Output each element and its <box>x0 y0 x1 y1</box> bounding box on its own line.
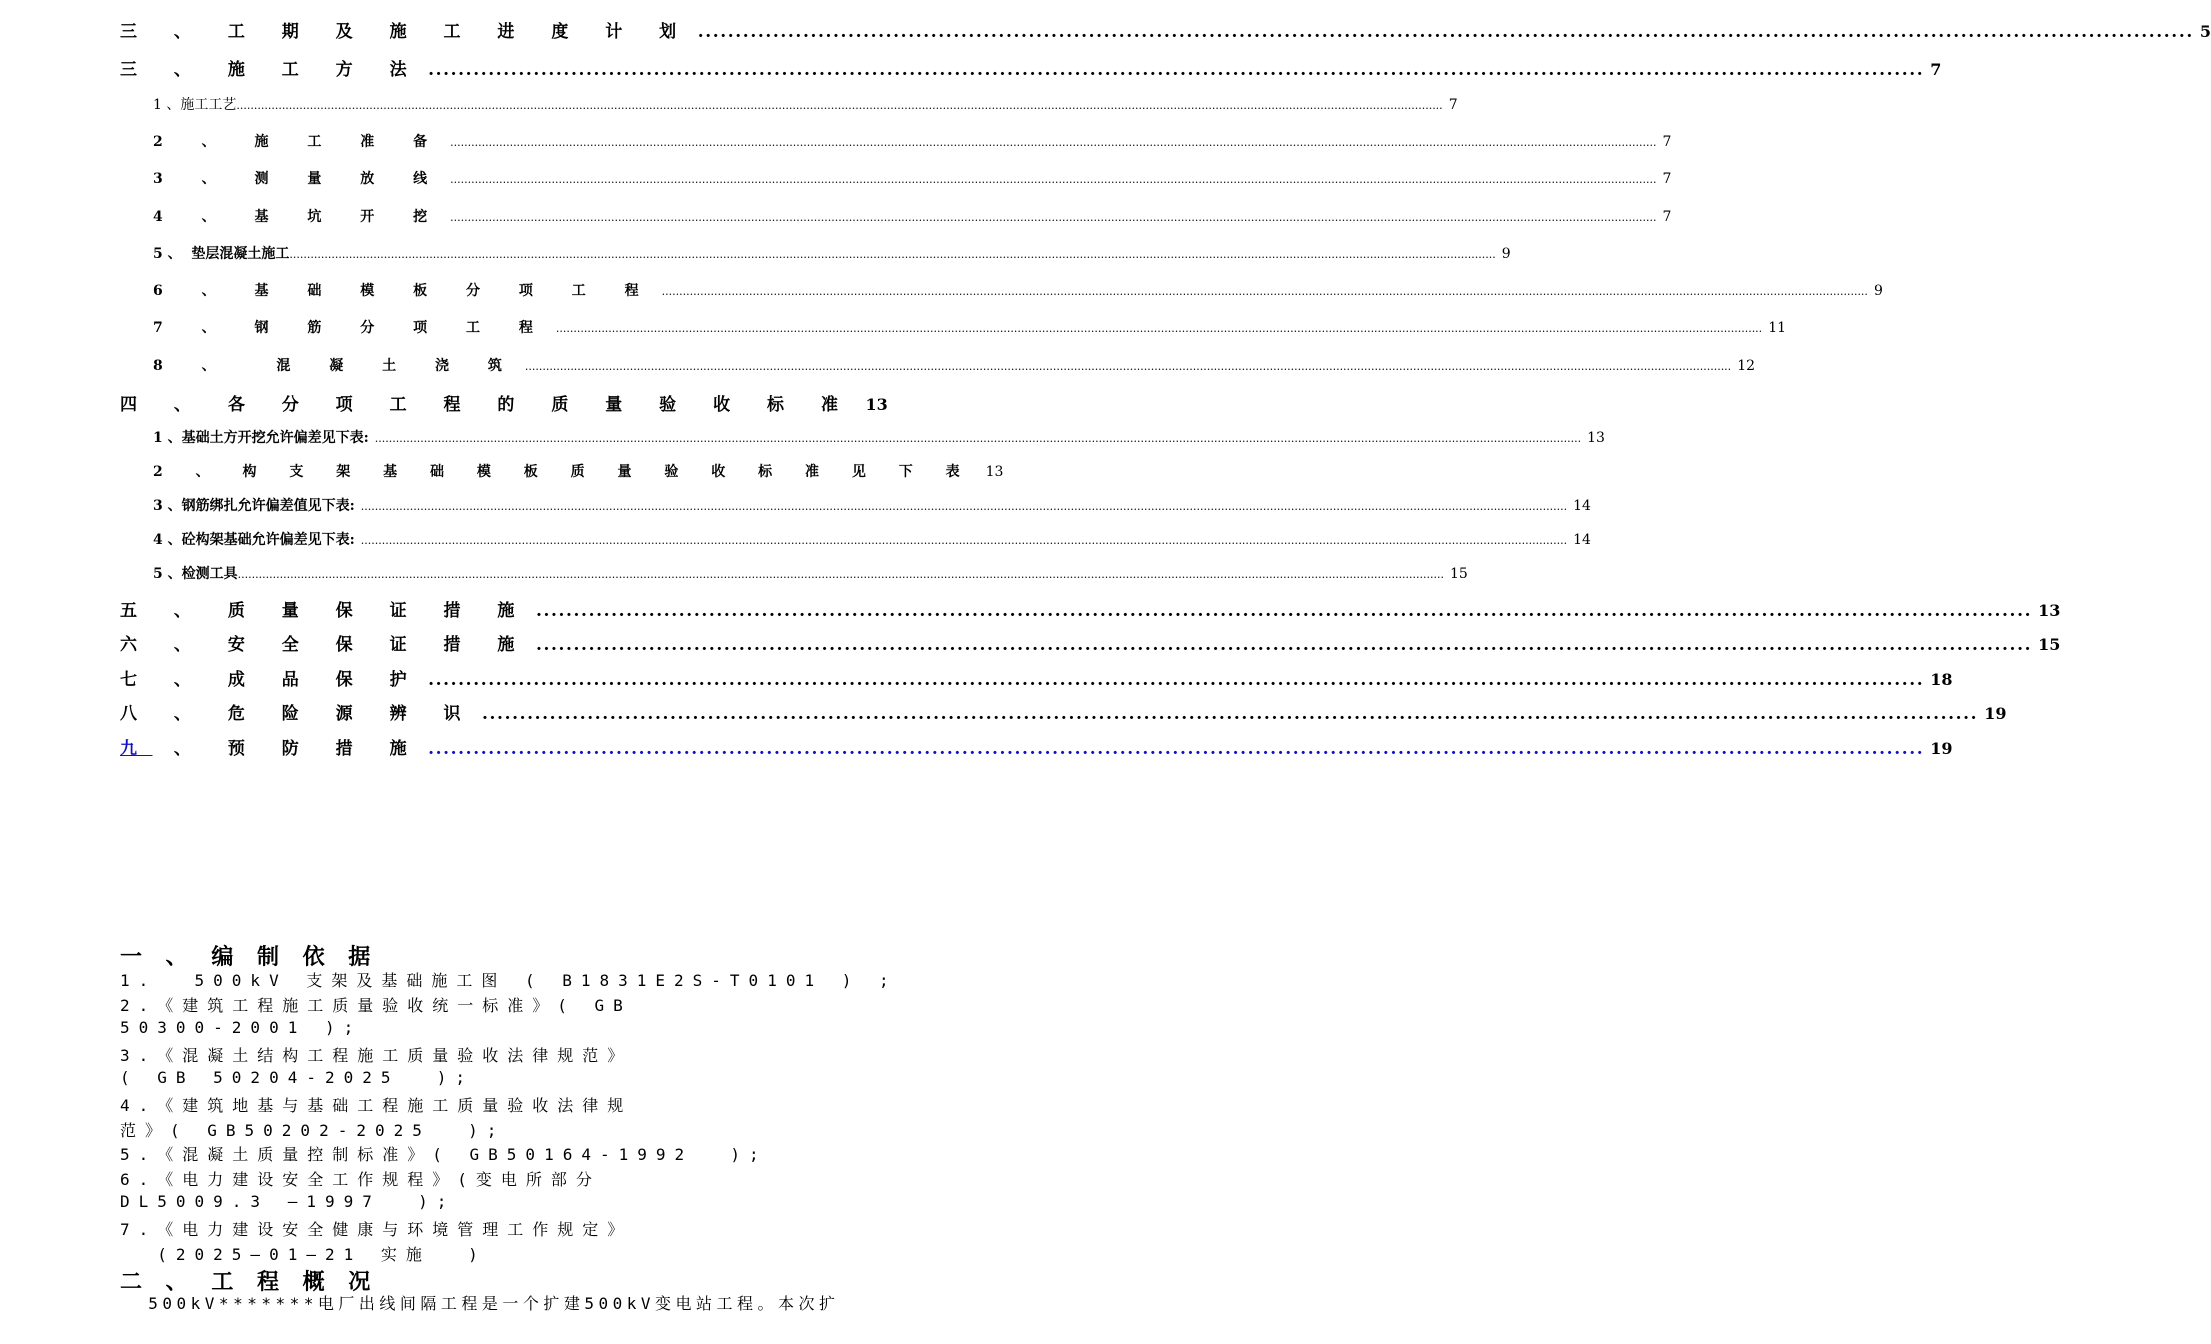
toc-leader-dots <box>428 670 1924 690</box>
reference-line: (2025—01—21 实施 ) <box>120 1245 487 1264</box>
toc-row-15[interactable] <box>153 529 1591 549</box>
toc-leader-dots <box>536 635 2032 655</box>
toc-page-number: 7 <box>1662 209 1672 225</box>
toc-page-number: 14 <box>1573 532 1591 548</box>
toc-entry-title: 3 、钢筋绑扎允许偏差值见下表: <box>153 498 355 514</box>
toc-entry-title: 7 、 钢 筋 分 项 工 程 <box>153 320 550 336</box>
toc-row-4[interactable] <box>153 131 1672 151</box>
reference-line: 3.《混凝土结构工程施工质量验收法律规范》 <box>120 1046 633 1065</box>
toc-page-number: 7 <box>1448 97 1458 113</box>
toc-link-number[interactable]: 九 <box>120 739 153 759</box>
toc-row-7[interactable] <box>153 243 1511 263</box>
toc-entry-title: 3 、 测 量 放 线 <box>153 171 445 187</box>
toc-row-19[interactable] <box>120 665 1953 690</box>
toc-row-20[interactable] <box>120 699 2007 724</box>
toc-leader-dots <box>450 171 1656 187</box>
reference-line: 范》( GB50202-2025 ); <box>120 1121 506 1140</box>
toc-row-21-link[interactable] <box>120 734 1953 759</box>
toc-leader-dots <box>238 566 1444 582</box>
toc-row-5[interactable] <box>153 168 1672 188</box>
toc-leader-dots <box>662 283 1868 299</box>
toc-leader-dots <box>428 60 1924 80</box>
toc-leader-dots <box>375 430 1581 446</box>
toc-leader-dots <box>450 209 1656 225</box>
toc-entry-title: 6 、 基 础 模 板 分 项 工 程 <box>153 283 656 299</box>
toc-page-number: 7 <box>1662 171 1672 187</box>
toc-entry-title: 5 、 垫层混凝土施工 <box>153 246 290 262</box>
section-heading: 二 、 工 程 概 况 <box>120 1269 379 1295</box>
toc-entry-title: 、 预 防 措 施 <box>152 739 423 759</box>
toc-page-number: 19 <box>1984 704 2007 723</box>
toc-row-14[interactable] <box>153 495 1591 515</box>
toc-row-17[interactable] <box>120 596 2061 621</box>
toc-entry-title: 2 、 构 支 架 基 础 模 板 质 量 验 收 标 准 见 下 表 <box>153 464 974 480</box>
toc-entry-title: 五 、 质 量 保 证 措 施 <box>120 601 530 621</box>
toc-row-2[interactable] <box>120 55 1942 80</box>
overview-paragraph-line: 500kV*******电厂出线间隔工程是一个扩建500kV变电站工程。本次扩 <box>120 1294 840 1313</box>
toc-leader-dots <box>361 532 1567 548</box>
toc-page-number: 7 <box>1930 60 1942 79</box>
toc-page-number: 9 <box>1501 246 1511 262</box>
toc-page-number: 9 <box>1873 283 1883 299</box>
toc-entry-title: 4 、砼构架基础允许偏差见下表: <box>153 532 355 548</box>
toc-row-3[interactable] <box>153 94 1458 114</box>
reference-line: 50300-2001 ); <box>120 1018 363 1037</box>
toc-leader-dots[interactable] <box>428 739 1924 759</box>
toc-page-number: 19 <box>1930 739 1953 758</box>
reference-line: 6.《电力建设安全工作规程》(变电所部分 <box>120 1170 601 1189</box>
toc-row-13[interactable] <box>153 461 1004 481</box>
toc-row-16[interactable] <box>153 563 1468 583</box>
reference-line: 1. 500kV 支架及基础施工图 ( B1831E2S-T0101 ) ; <box>120 971 898 990</box>
toc-page-number: 13 <box>1587 430 1605 446</box>
toc-row-6[interactable] <box>153 206 1672 226</box>
toc-page-number: 18 <box>1930 670 1953 689</box>
toc-leader-dots <box>236 97 1442 113</box>
toc-leader-dots <box>536 601 2032 621</box>
toc-row-10[interactable] <box>153 355 1756 375</box>
toc-entry-title: 八 、 危 险 源 辨 识 <box>120 704 477 724</box>
toc-page-number: 11 <box>1768 320 1787 336</box>
toc-row-8[interactable] <box>153 280 1883 300</box>
toc-entry-title: 六 、 安 全 保 证 措 施 <box>120 635 530 655</box>
toc-page-number: 7 <box>1662 134 1672 150</box>
reference-line: 4.《建筑地基与基础工程施工质量验收法律规 <box>120 1096 633 1115</box>
toc-row-11[interactable] <box>120 390 888 415</box>
toc-page-number: 13 <box>865 395 888 414</box>
toc-entry-title: 4 、 基 坑 开 挖 <box>153 209 445 225</box>
toc-entry-title: 5 、检测工具 <box>153 566 238 582</box>
toc-page-number: 15 <box>1449 566 1468 582</box>
reference-line: 2.《建筑工程施工质量验收统一标准》( GB <box>120 996 632 1015</box>
toc-entry-title: 四 、 各 分 项 工 程 的 质 量 验 收 标 准 <box>120 395 854 415</box>
toc-leader-dots <box>482 704 1978 724</box>
toc-row-12[interactable] <box>153 427 1605 447</box>
toc-entry-title: 三 、 施 工 方 法 <box>120 60 423 80</box>
toc-entry-title: 1 、施工工艺 <box>153 97 237 113</box>
reference-line: 5.《混凝土质量控制标准》( GB50164-1992 ); <box>120 1145 768 1164</box>
section-heading: 一 、 编 制 依 据 <box>120 944 379 970</box>
toc-page-number: 5 <box>2199 22 2211 41</box>
toc-page-number: 12 <box>1737 358 1756 374</box>
reference-line: DL5009.3 —1997 ); <box>120 1192 456 1211</box>
toc-leader-dots <box>289 246 1495 262</box>
reference-line: ( GB 50204-2025 ); <box>120 1068 475 1087</box>
reference-line: 7.《电力建设安全健康与环境管理工作规定》 <box>120 1220 633 1239</box>
toc-leader-dots <box>450 134 1656 150</box>
toc-entry-title: 2 、 施 工 准 备 <box>153 134 445 150</box>
toc-page-number: 15 <box>2038 635 2061 654</box>
toc-entry-title: 七 、 成 品 保 护 <box>120 670 423 690</box>
toc-entry-title: 三 、 工 期 及 施 工 进 度 计 划 <box>120 22 692 42</box>
toc-page-number: 13 <box>2038 601 2061 620</box>
toc-row-18[interactable] <box>120 630 2061 655</box>
toc-page-number: 14 <box>1573 498 1591 514</box>
toc-entry-title: 8 、 混 凝 土 浇 筑 <box>153 358 519 374</box>
toc-leader-dots <box>698 22 2194 42</box>
toc-leader-dots <box>361 498 1567 514</box>
toc-row-9[interactable] <box>153 317 1787 337</box>
toc-entry-title: 1 、基础土方开挖允许偏差见下表: <box>153 430 369 446</box>
toc-leader-dots <box>525 358 1731 374</box>
toc-page-number: 13 <box>985 464 1004 480</box>
toc-row-1[interactable] <box>120 17 2211 42</box>
toc-leader-dots <box>556 320 1762 336</box>
